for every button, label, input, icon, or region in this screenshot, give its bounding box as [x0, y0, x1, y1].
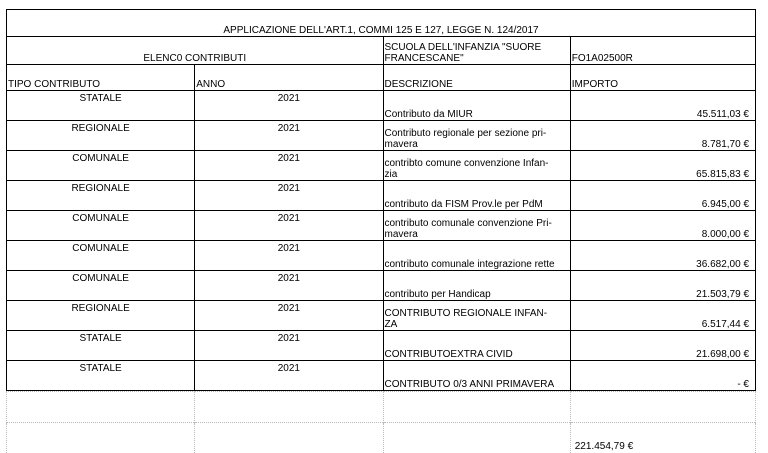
tipo-cell: COMUNALE [7, 271, 195, 301]
importo-cell: 8.000,00 € [570, 211, 755, 241]
table-row [7, 151, 756, 181]
table-row [7, 91, 756, 121]
codice-header: FO1A02500R [570, 37, 755, 65]
importo-cell: 36.682,00 € [570, 241, 755, 271]
tipo-cell: REGIONALE [7, 181, 195, 211]
anno-cell: 2021 [195, 361, 383, 391]
importo-cell: 21.503,79 € [570, 271, 755, 301]
importo-cell: 8.781,70 € [570, 121, 755, 151]
tipo-cell: COMUNALE [7, 241, 195, 271]
footer-cell [383, 392, 570, 423]
footer-blank-row [7, 392, 756, 423]
anno-cell: 2021 [195, 301, 383, 331]
anno-cell: 2021 [195, 91, 383, 121]
total-row [7, 423, 756, 453]
anno-cell: 2021 [195, 181, 383, 211]
importo-cell: 45.511,03 € [570, 91, 755, 121]
anno-cell: 2021 [195, 241, 383, 271]
descrizione-cell: CONTRIBUTO REGIONALE INFAN- ZA [383, 301, 570, 331]
anno-cell: 2021 [195, 151, 383, 181]
tipo-cell: REGIONALE [7, 301, 195, 331]
contributi-document [6, 9, 756, 453]
column-header-descrizione: DESCRIZIONE [383, 65, 570, 91]
footer-cell [383, 423, 570, 453]
column-header-anno: ANNO [195, 65, 383, 91]
table-row [7, 331, 756, 361]
table-row [7, 181, 756, 211]
footer-table [6, 391, 756, 453]
rows-body [7, 91, 756, 391]
tipo-cell: STATALE [7, 91, 195, 121]
anno-cell: 2021 [195, 211, 383, 241]
elenco-header: ELENC0 CONTRIBUTI [7, 37, 384, 65]
column-header-tipo: TIPO CONTRIBUTO [7, 65, 195, 91]
table-row [7, 301, 756, 331]
tipo-cell: REGIONALE [7, 121, 195, 151]
table-row [7, 271, 756, 301]
column-header-importo: IMPORTO [570, 65, 755, 91]
descrizione-cell: CONTRIBUTO 0/3 ANNI PRIMAVERA [383, 361, 570, 391]
importo-cell: - € [570, 361, 755, 391]
footer-cell [7, 423, 195, 453]
tipo-cell: COMUNALE [7, 211, 195, 241]
scuola-header: SCUOLA DELL'INFANZIA "SUORE FRANCESCANE" [383, 37, 570, 65]
tipo-cell: COMUNALE [7, 151, 195, 181]
anno-cell: 2021 [195, 331, 383, 361]
descrizione-cell: CONTRIBUTOEXTRA CIVID [383, 331, 570, 361]
importo-cell: 21.698,00 € [570, 331, 755, 361]
tipo-cell: STATALE [7, 361, 195, 391]
descrizione-cell: Contributo da MIUR [383, 91, 570, 121]
importo-cell: 6.517,44 € [570, 301, 755, 331]
table-row [7, 121, 756, 151]
descrizione-cell: contribto comune convenzione Infan- zia [383, 151, 570, 181]
descrizione-cell: contributo per Handicap [383, 271, 570, 301]
footer-cell [195, 423, 383, 453]
descrizione-cell: contributo comunale integrazione rette [383, 241, 570, 271]
table-row [7, 241, 756, 271]
table-row [7, 211, 756, 241]
anno-cell: 2021 [195, 271, 383, 301]
descrizione-cell: contributo da FISM Prov.le per PdM [383, 181, 570, 211]
descrizione-cell: Contributo regionale per sezione pri- mavera [383, 121, 570, 151]
importo-cell: 6.945,00 € [570, 181, 755, 211]
descrizione-cell: contributo comunale convenzione Pri- mavera [383, 211, 570, 241]
footer-cell [7, 392, 195, 423]
document-title: APPLICAZIONE DELL'ART.1, COMMI 125 E 127, LEGGE N. 124/2017 [7, 10, 756, 37]
contributi-table [6, 9, 756, 391]
total-value: 221.454,79 € [570, 423, 755, 453]
footer-cell [195, 392, 383, 423]
footer-cell [570, 392, 755, 423]
title-row [7, 10, 756, 37]
table-row [7, 361, 756, 391]
importo-cell: 65.815,83 € [570, 151, 755, 181]
column-header-row [7, 65, 756, 91]
anno-cell: 2021 [195, 121, 383, 151]
tipo-cell: STATALE [7, 331, 195, 361]
header-row [7, 37, 756, 65]
